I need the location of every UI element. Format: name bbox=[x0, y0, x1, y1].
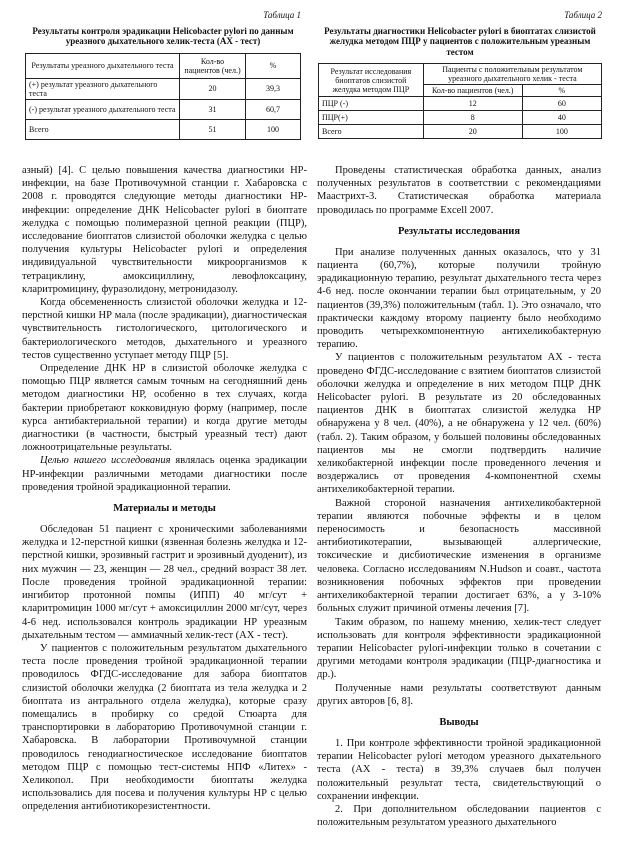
table1-header-pct: % bbox=[246, 53, 301, 78]
table1-header-result: Результаты уреазного дыхательного теста bbox=[26, 53, 180, 78]
table1-header-count: Кол-во пациентов (чел.) bbox=[180, 53, 246, 78]
left-column bbox=[22, 164, 307, 814]
paragraph: Обследован 51 пациент с хроническими заболеваниями желудка и 12-перстной кишки (язвенная болезнь желудка и 12-перстной кишки, эрозивный гастрит и эрозивный дуоденит), из них мужчин — 23, женщин — 28 чел., средний возраст 38 лет. После проведения тройной эрадикационной терапии: ингибитор протонной помпы (ИПП) 40 мг/сут + кларитромицин 1000 мг/сут + амоксициллин 2000 мг/сут, через 4-6 нед. использовался контроль эрадикации НР уреазным дыхательным тестом — аммиачный хелик-тест (АХ - тест). bbox=[22, 524, 307, 641]
table-cell: 39,3 bbox=[246, 78, 301, 99]
table-cell: 60,7 bbox=[246, 99, 301, 119]
table-cell: Всего bbox=[26, 119, 180, 139]
table-cell: 60 bbox=[522, 97, 601, 111]
table2-title: Результаты диагностики Helicobacter pylori в биоптатах слизистой желудка методом ПЦР у пациентов с положительным уреазным тестом bbox=[324, 26, 596, 57]
table-cell: 8 bbox=[423, 111, 522, 125]
table-cell: ПЦР(+) bbox=[319, 111, 424, 125]
paragraph: азный) [4]. С целью повышения качества диагностики НР-инфекции, на базе Противочумной станции г. Хабаровска с 2008 г. проводятся следующие методы диагностики НР-инфекции: определение ДНК Helicobacter pylori в биоптате желудка с помощью полимеразной цепной реакции (ПЦР), исследование биоптатов слизистой оболочки желудка с целью получения культуры Helicobacter pylori и определения индивидуальной чувствительности микроорганизмов к тетрациклину, амоксициллину, левофлоксацину, кларитромицину, фуразолидону, метронидазолу. bbox=[22, 165, 307, 295]
table-cell: 12 bbox=[423, 97, 522, 111]
table2-header-main: Результат исследования биоптатов слизистой желудка методом ПЦР bbox=[319, 64, 424, 97]
table-row bbox=[319, 97, 602, 111]
table-cell: 20 bbox=[423, 125, 522, 139]
table2-block bbox=[318, 10, 602, 139]
table2-header-pct: % bbox=[522, 85, 601, 97]
table-cell: 100 bbox=[246, 119, 301, 139]
table-cell: Всего bbox=[319, 125, 424, 139]
table-row bbox=[26, 78, 301, 99]
table-cell: 31 bbox=[180, 99, 246, 119]
section-heading-conclusions: Выводы bbox=[439, 716, 479, 728]
table1-block bbox=[25, 10, 301, 140]
table-cell: 40 bbox=[522, 111, 601, 125]
paragraph: Проведены статистическая обработка данных, анализ полученных результатов в соответствии с рекомендациями Маастрихт-3. Статистическая обработка материала проводилась по программе Excell 2007. bbox=[317, 165, 601, 216]
paragraph: У пациентов с положительным результатом АХ - теста проведено ФГДС-исследование с взятием биоптатов слизистой оболочки желудка и определение в них методом ПЦР ДНК Helicobacter pylori. В результате из 20 обследованных пациентов ДНК в биоптатах слизистой желудка НР обнаружена у 8 чел. (40%), а не обнаружена у 12 чел. (60%) (табл. 2). Таким образом, у большей половины обследованных пациентов мы не смогли подтвердить наличие хеликобактерной инфекции после проведенного лечения и воздержались от проведения 4-компонентной схемы антихеликобактерной терапии. bbox=[317, 352, 601, 496]
paragraph: Таким образом, по нашему мнению, хелик-тест следует использовать для контроля эффективности эрадикационной терапии Helicobacter pylori-инфекции только в сочетании с другими методами контроля эрадикации (ПЦР-диагностика и др.). bbox=[317, 616, 601, 681]
section-heading-results: Результаты исследования bbox=[398, 225, 520, 237]
paragraph: Определение ДНК НР в слизистой оболочке желудка с помощью ПЦР является самым точным на сегодняшний день методом диагностики НР, особенно в тех случаях, когда бактерии приобретают кокковидную форму (например, после курса антибактериальной терапии) и когда другие методы диагностики (в частности, быстрый уреазный тест) дают ложноотрицательные результаты. bbox=[22, 363, 307, 454]
table-row bbox=[319, 111, 602, 125]
table-row bbox=[319, 125, 602, 139]
table2-label: Таблица 2 bbox=[564, 10, 602, 20]
tables-area bbox=[0, 0, 624, 160]
aim-italic: Целью нашего исследования bbox=[40, 455, 171, 467]
right-column bbox=[317, 164, 601, 829]
table-cell: ПЦР (-) bbox=[319, 97, 424, 111]
table-cell: 51 bbox=[180, 119, 246, 139]
aim-text: являлась оценка эрадикации НР-инфекции различными методами диагностики после проведения тройной эрадикационной терапии. bbox=[22, 455, 307, 493]
paragraph bbox=[22, 454, 307, 494]
table1 bbox=[25, 53, 301, 140]
table-cell: (-) результат уреазного дыхательного теста bbox=[26, 99, 180, 119]
paragraph: Когда обсемененность слизистой оболочки желудка и 12-перстной кишки НР мала (после эрадикации), диагностическая чувствительность гистологического, цитологического и бактериологического методов, дыхательного и уреазного тестов существенно уступает методу ПЦР [5]. bbox=[22, 297, 307, 361]
table2-header-group: Пациенты с положительным результатом уреазного дыхательного хелик - теста bbox=[423, 64, 601, 85]
table-cell: (+) результат уреазного дыхательного теста bbox=[26, 78, 180, 99]
table2 bbox=[318, 63, 602, 139]
paragraph: Полученные нами результаты соответствуют данным других авторов [6, 8]. bbox=[317, 682, 601, 707]
table1-title: Результаты контроля эрадикации Helicobacter pylori по данным уреазного дыхательного хелик-теста (АХ - тест) bbox=[32, 26, 294, 47]
paragraph: 1. При контроле эффективности тройной эрадикационной терапии Helicobacter pylori методом уреазного дыхательного теста (АХ - теста) в 39,3% случаев был получен положительный результат теста, свидетельствующий о сохранении инфекции. bbox=[317, 737, 601, 802]
paragraph: При анализе полученных данных оказалось, что у 31 пациента (60,7%), которые получили тройную эрадикационную терапию, результат дыхательного теста через 4-6 нед. после окончании терапии был отрицательным, у 20 пациентов (39,3%) положительным (табл. 1). Это означало, что практически каждому второму пациенту было необходимо проводить четырехкомпонентную антихеликобактерную терапию. bbox=[317, 246, 601, 351]
paragraph: 2. При дополнительном обследовании пациентов с положительным результатом уреазного дыхательного bbox=[317, 803, 601, 829]
paragraph: У пациентов с положительным результатом дыхательного теста после проведения тройной эрадикационной терапии проводилось ФГДС-исследование для забора биоптатов слизистой оболочки желудка (2 биоптата из тела желудка и 2 биоптата из антрального отдела желудка), которые сразу помещались в пробирку со средой Стюарта для транспортировки в лабораторию Противочумной станции г. Хабаровска. В лаборатории Противочумной станции проводилось генодиагностическое исследование биоптатов методом ПЦР с помощью тест-системы НПФ «Литех» - Хеликопол. При необходимости биоптаты желудка использовались для посева и получения культуры НР с целью определения антибиотикорезистентности. bbox=[22, 642, 307, 813]
table-row bbox=[26, 119, 301, 139]
table-cell: 100 bbox=[522, 125, 601, 139]
table2-header-row bbox=[319, 64, 602, 85]
table2-header-count: Кол-во пациентов (чел.) bbox=[423, 85, 522, 97]
paragraph: Важной стороной назначения антихеликобактерной терапии являются побочные эффекты и в целом переносимость и безопасность массивной антибиотикотерапии, вызывающей аллергические, токсические и дисбиотические изменения в организме человека. Согласно исследованиям N.Hudson и соавт., частота возникновения побочных эффектов при проведении антихеликобактерной терапии достигает 63%, а у 3-10% больных служит причиной отмены лечения [7]. bbox=[317, 497, 601, 615]
table-row bbox=[26, 99, 301, 119]
table1-header-row bbox=[26, 53, 301, 78]
section-heading-methods: Материалы и методы bbox=[113, 503, 216, 515]
table-cell: 20 bbox=[180, 78, 246, 99]
table1-label: Таблица 1 bbox=[263, 10, 301, 20]
